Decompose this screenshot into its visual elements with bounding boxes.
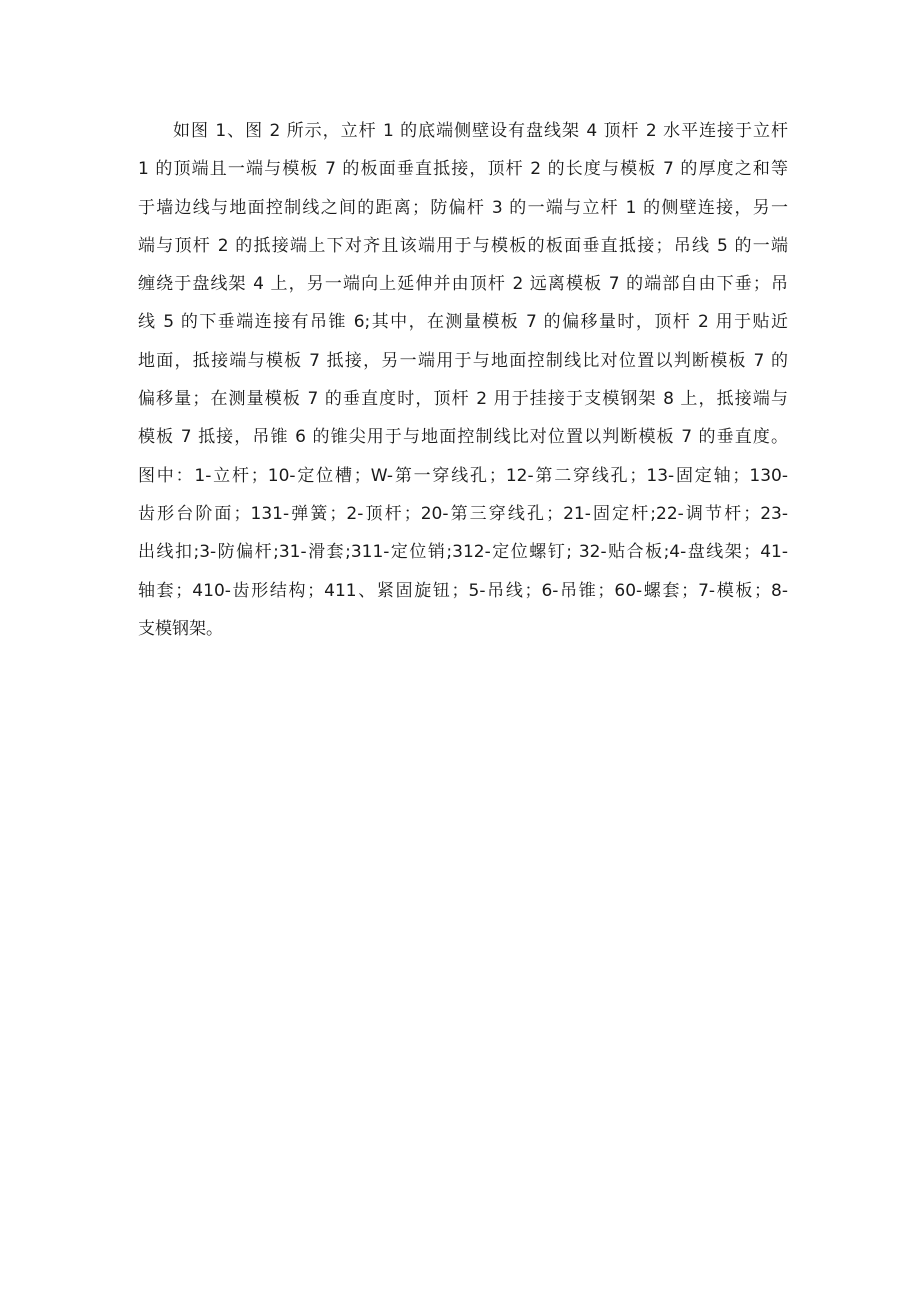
text-line: 线 5 的下垂端连接有吊锥 6;其中，在测量模板 7 的偏移量时，顶杆 2 用于贴近 [138, 312, 788, 333]
legend-line: 轴套；410-齿形结构；411、紧固旋钮；5-吊线；6-吊锥；60-螺套；7-模板；8- [138, 580, 788, 601]
text-line: 如图 1、图 2 所示，立杆 1 的底端侧壁设有盘线架 4 顶杆 2 水平连接于立杆 [173, 121, 788, 141]
text-line: 偏移量；在测量模板 7 的垂直度时，顶杆 2 用于挂接于支模钢架 8 上，抵接端与 [138, 389, 788, 410]
text-line: 缠绕于盘线架 4 上，另一端向上延伸并由顶杆 2 远离模板 7 的端部自由下垂；吊 [138, 274, 788, 295]
legend-line: 齿形台阶面；131-弹簧；2-顶杆；20-第三穿线孔；21-固定杆;22-调节杆；23- [138, 503, 788, 524]
legend-line: 支模钢架。 [138, 618, 223, 639]
legend-line: 出线扣;3-防偏杆;31-滑套;311-定位销;312-定位螺钉; 32-贴合板;4-盘线架；41- [138, 542, 788, 563]
legend-line: 图中：1-立杆；10-定位槽；W-第一穿线孔；12-第二穿线孔；13-固定轴；130- [138, 465, 788, 486]
text-line: 模板 7 抵接，吊锥 6 的锥尖用于与地面控制线比对位置以判断模板 7 的垂直度。 [138, 427, 788, 448]
text-line: 地面，抵接端与模板 7 抵接，另一端用于与地面控制线比对位置以判断模板 7 的 [138, 350, 788, 371]
body-text [138, 112, 788, 648]
text-line: 1 的顶端且一端与模板 7 的板面垂直抵接，顶杆 2 的长度与模板 7 的厚度之和等 [138, 159, 788, 180]
text-line: 端与顶杆 2 的抵接端上下对齐且该端用于与模板的板面垂直抵接；吊线 5 的一端 [138, 235, 788, 256]
text-line: 于墙边线与地面控制线之间的距离；防偏杆 3 的一端与立杆 1 的侧壁连接，另一 [138, 197, 788, 218]
